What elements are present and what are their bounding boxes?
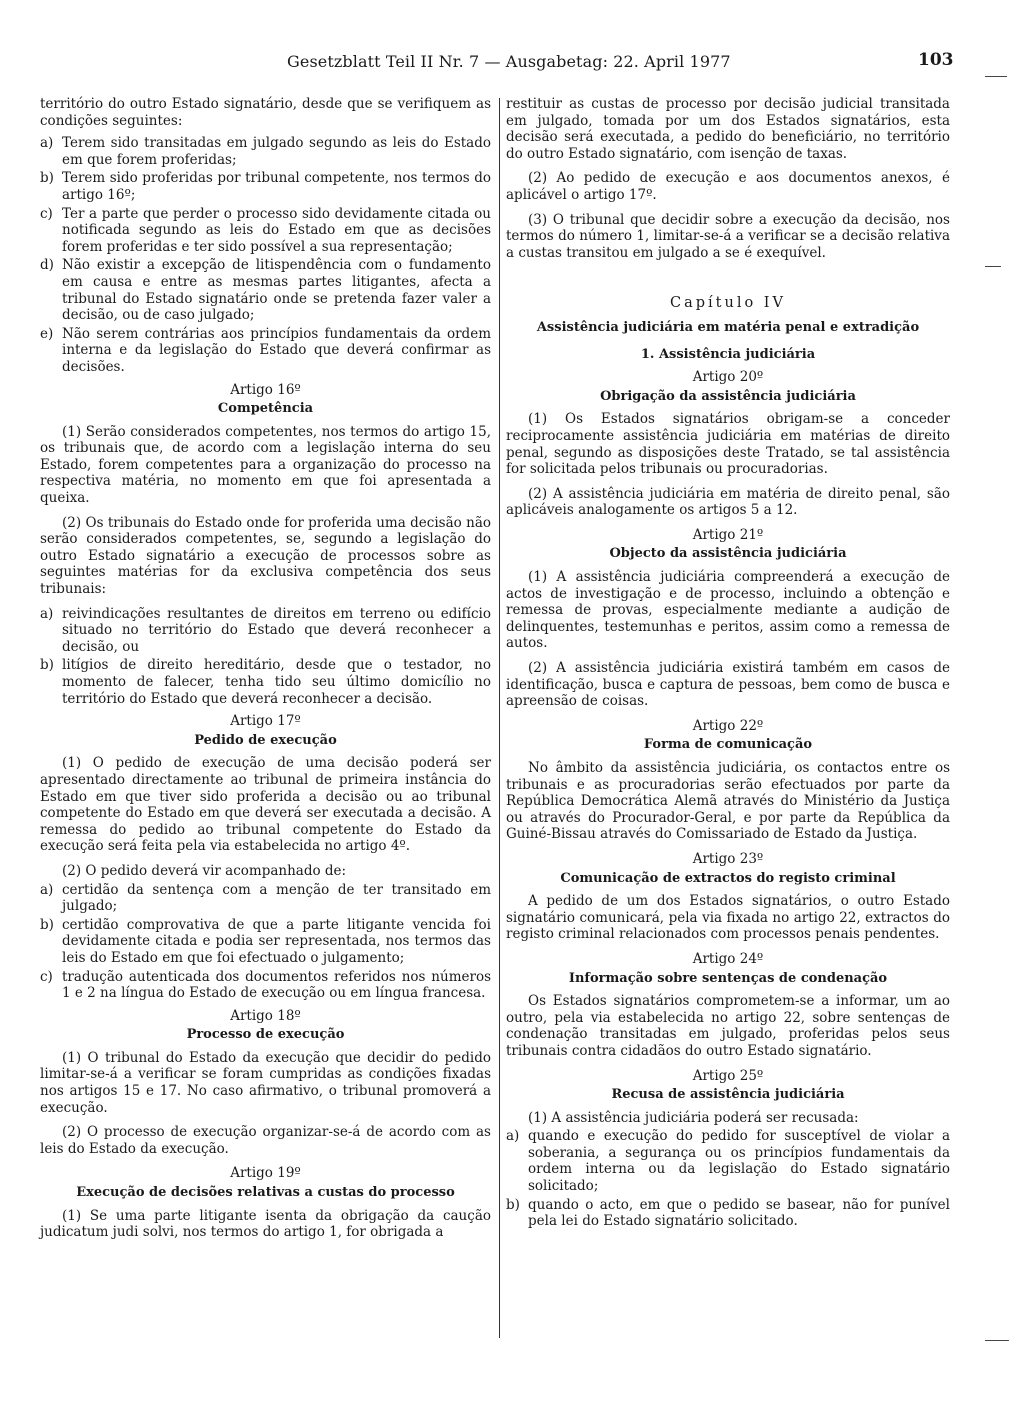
paragraph: Os Estados signatários comprometem-se a informar, um ao outro, pela via estabelecida no artigo 22, sobre sentenças de condenação transitadas em julgado, proferidas pelos seus tribunais contra cidadãos do outro Estado signatário. — [506, 993, 950, 1059]
list-item: e) Não serem contrárias aos princípios fundamentais da ordem interna e da legislação do Estado que deverá confirmar as decisões. — [40, 325, 491, 375]
article-number: Artigo 22º — [692, 717, 764, 734]
article-number: Artigo 23º — [692, 850, 764, 867]
list-item: b) quando o acto, em que o pedido se basear, não for punível pela lei do Estado signatário solicitado. — [506, 1196, 950, 1230]
article-title: Processo de execução — [186, 1027, 345, 1043]
page-number: 103 — [918, 50, 954, 70]
paragraph: (2) Ao pedido de execução e aos documentos anexos, é aplicável o artigo 17º. — [506, 170, 950, 203]
list-item: a) Terem sido transitadas em julgado segundo as leis do Estado em que forem proferidas; — [40, 135, 491, 168]
paragraph: (2) A assistência judiciária em matéria de direito penal, são aplicáveis analogamente os artigos 5 a 12. — [506, 485, 950, 519]
article-number: Artigo 18º — [230, 1007, 301, 1024]
paragraph: No âmbito da assistência judiciária, os contactos entre os tribunais e as procuradorias serão efectuados por parte da República Democrática Alemã através do Ministério da Justiça ou através do Procurador-Geral, e por parte da República da Guiné-Bissau através do Comissariado de Estado da Justiça. — [506, 760, 950, 843]
list-item: d) Não existir a excepção de litispendência com o fundamento em causa e entre as mesmas partes litigantes, afecta a tribunal do Estado signatário onde se pretenda fazer valer a decisão, ou de caso julgado; — [40, 257, 491, 324]
article-number: Artigo 20º — [692, 369, 764, 386]
intro-text: território do outro Estado signatário, desde que se verifiquem as condições seguintes: — [40, 96, 491, 129]
paragraph: (2) O processo de execução organizar-se-á de acordo com as leis do Estado da execução. — [40, 1124, 491, 1157]
article-title: Recusa de assistência judiciária — [611, 1087, 845, 1103]
paragraph: (1) O pedido de execução de uma decisão poderá ser apresentado directamente ao tribunal de primeira instância do Estado em que tiver sido proferida a decisão ou ao tribunal competente do Estado em que deverá ser executada a decisão. A remessa do pedido ao tribunal competente do Estado da execução será feita pela via estabelecida no artigo 4º. — [40, 755, 491, 855]
article-number: Artigo 17º — [230, 713, 301, 730]
article-title: Comunicação de extractos do registo criminal — [560, 870, 896, 886]
article-number: Artigo 25º — [692, 1067, 764, 1084]
article-number: Artigo 21º — [692, 526, 764, 543]
list-item: b) certidão comprovativa de que a parte litigante vencida foi devidamente citada e podia ser representada, nos termos das leis do Estado em que foi efectuado o julgamento; — [40, 916, 491, 966]
article-title: Execução de decisões relativas a custas do processo — [76, 1185, 455, 1201]
article-title: Obrigação da assistência judiciária — [600, 388, 856, 404]
paragraph: A pedido de um dos Estados signatários, o outro Estado signatário comunicará, pela via fixada no artigo 22, extractos do registo criminal relacionados com processos penais pendentes. — [506, 893, 950, 943]
paragraph: (1) Se uma parte litigante isenta da obrigação da caução judicatum judi solvi, nos termos do artigo 1, for obrigada a — [40, 1207, 491, 1241]
list-item: b) litígios de direito hereditário, desde que o testador, no momento de falecer, tenha tido seu último domicílio no território do Estado que deverá reconhecer a decisão. — [40, 657, 491, 707]
margin-mark — [985, 76, 1007, 77]
paragraph: (3) O tribunal que decidir sobre a execução da decisão, nos termos do número 1, limitar-se-á a verificar se a decisão relativa a custas transitou em julgado a se é exequível. — [506, 211, 950, 261]
article-number: Artigo 16º — [230, 381, 301, 398]
paragraph: (2) A assistência judiciária existirá também em casos de identificação, busca e captura de pessoas, bem como de busca e apreensão de coisas. — [506, 660, 950, 710]
article-number: Artigo 24º — [692, 950, 764, 967]
article-title: Pedido de execução — [194, 732, 337, 748]
paragraph: (2) Os tribunais do Estado onde for proferida uma decisão não serão considerados competentes, se, segundo a legislação do outro Estado signatário a execução de processos sobre as seguintes matérias for da exclusiva competência dos seus tribunais: — [40, 514, 491, 598]
paragraph: (1) A assistência judiciária compreenderá a execução de actos de investigação e de processo, incluindo a obtenção e remessa de provas, especialmente mediante a audição de delinquentes, testemunhas e peritos, assim como a remessa de autos. — [506, 569, 950, 652]
article-title: Competência — [217, 401, 314, 417]
paragraph: (2) O pedido deverá vir acompanhado de: — [62, 862, 347, 879]
list-item: a) quando e execução do pedido for susceptível de violar a soberania, a segurança ou os princípios fundamentais da ordem interna ou da legislação do Estado signatário solicitado; — [506, 1128, 950, 1195]
page-header: Gesetzblatt Teil II Nr. 7 — Ausgabetag: 22. April 1977 — [287, 52, 731, 71]
article-title: Informação sobre sentenças de condenação — [568, 970, 888, 986]
article-title: Forma de comunicação — [643, 737, 813, 753]
list-item: c) tradução autenticada dos documentos referidos nos números 1 e 2 na língua do Estado de execução ou em língua francesa. — [40, 968, 491, 1002]
section-title: 1. Assistência judiciária — [640, 346, 816, 362]
left-column — [40, 96, 491, 1249]
list-item: a) reivindicações resultantes de direitos em terreno ou edifício situado no território do Estado que deverá reconhecer a decisão, ou — [40, 605, 491, 655]
continuation-text: restituir as custas de processo por decisão judicial transitada em julgado, tomada por um dos Estados signatários, esta decisão será executada, a pedido do beneficiário, no território do outro Estado signatário, com isenção de taxas. — [506, 96, 950, 162]
article-title: Objecto da assistência judiciária — [609, 546, 847, 562]
chapter-title: Assistência judiciária em matéria penal e extradição — [536, 319, 920, 335]
list-item: c) Ter a parte que perder o processo sido devidamente citada ou notificada segundo as leis do Estado em que as decisões forem proferidas e ter sido possível a sua representação; — [40, 205, 491, 255]
paragraph: (1) A assistência judiciária poderá ser recusada: — [528, 1109, 859, 1126]
paragraph: (1) Os Estados signatários obrigam-se a conceder reciprocamente assistência judiciária em matérias de direito penal, segundo as disposições deste Tratado, se tal assistência for solicitada pelos tribunais ou procuradorias. — [506, 411, 950, 478]
right-column — [506, 96, 950, 1232]
margin-mark — [985, 1340, 1009, 1341]
article-number: Artigo 19º — [230, 1165, 301, 1182]
chapter-heading: Capítulo IV — [670, 295, 786, 312]
conditions-list — [40, 135, 491, 375]
paragraph: (1) O tribunal do Estado da execução que decidir do pedido limitar-se-á a verificar se foram cumpridas as condições fixadas nos artigos 15 e 17. No caso afirmativo, o tribunal promoverá a execução. — [40, 1049, 491, 1116]
margin-mark — [985, 266, 1001, 267]
paragraph: (1) Serão considerados competentes, nos termos do artigo 15, os tribunais que, de acordo com a legislação interna do seu Estado, forem competentes para a organização do processo na respectiva matéria, no momento em que foi apresentada a queixa. — [40, 423, 491, 507]
column-divider — [499, 98, 500, 1338]
list-item: b) Terem sido proferidas por tribunal competente, nos termos do artigo 16º; — [40, 170, 491, 203]
list-item: a) certidão da sentença com a menção de ter transitado em julgado; — [40, 881, 491, 915]
